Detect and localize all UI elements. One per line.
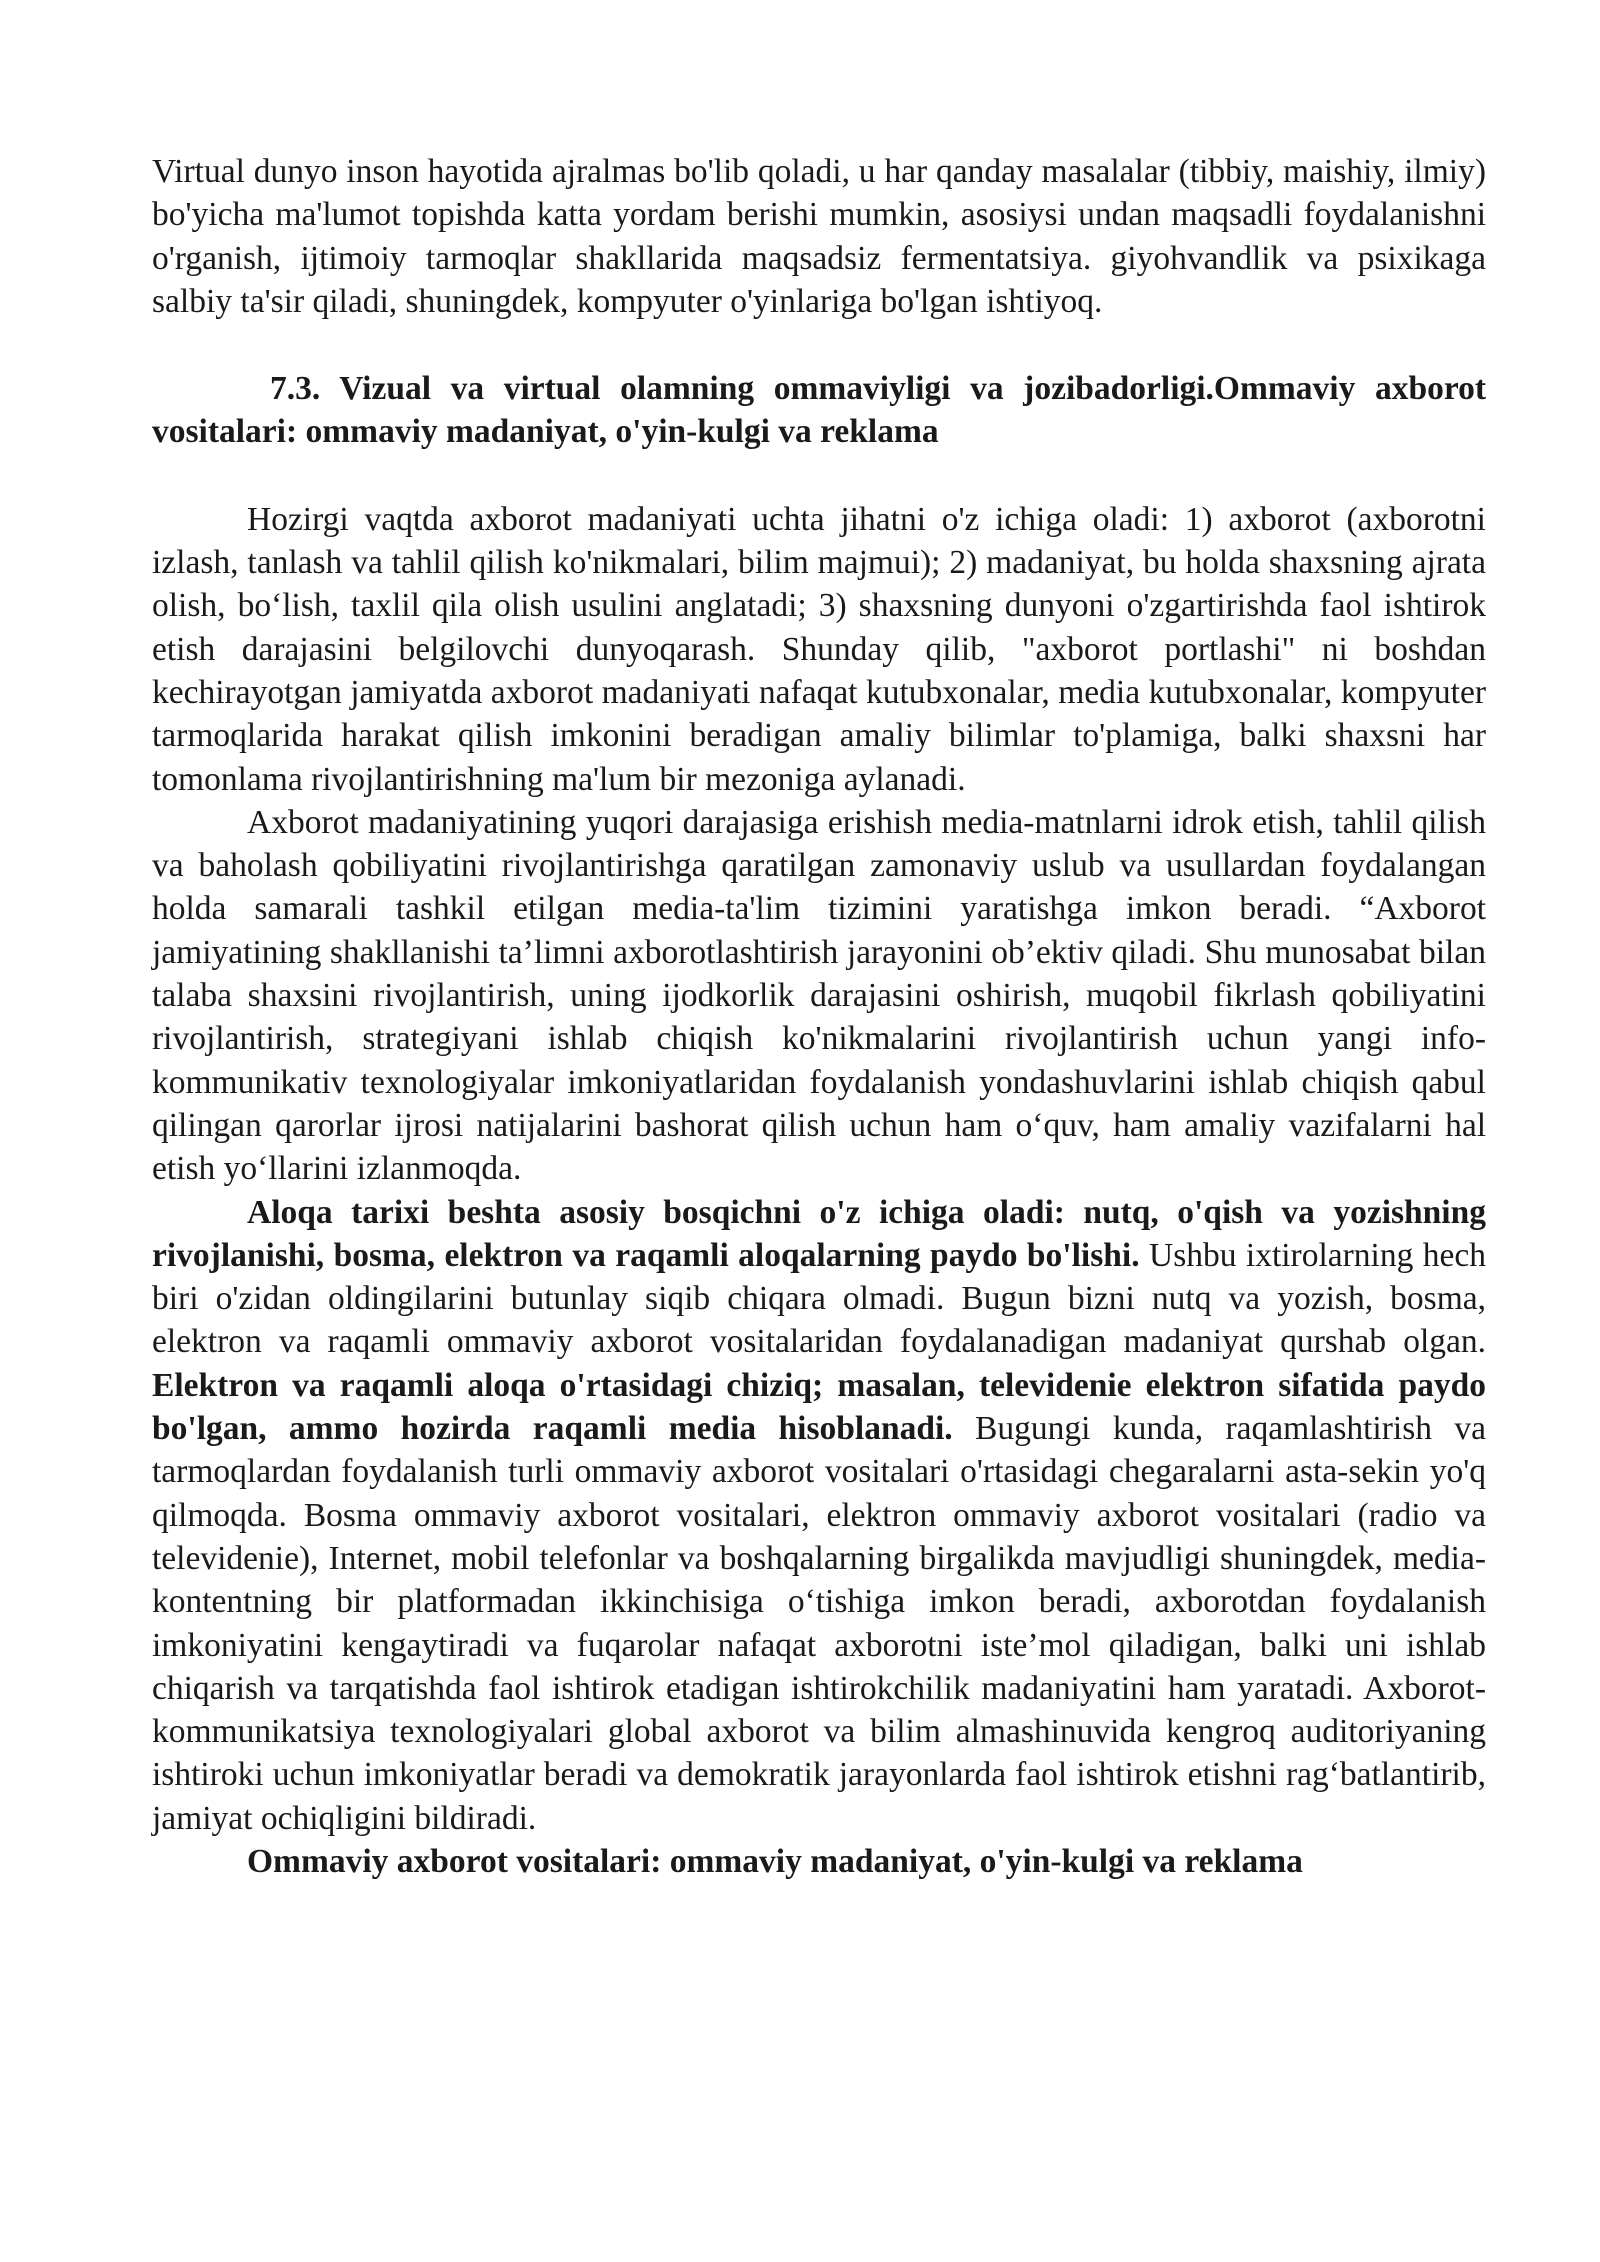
intro-paragraph: Virtual dunyo inson hayotida ajralmas bo'lib qoladi, u har qanday masalalar (tibbiy, maishiy, ilmiy) bo'yicha ma'lumot topishda katta yordam berishi mumkin, asosiysi undan maqsadli foydalanishni o'rganish, ijtimoiy tarmoqlar shakllarida maqsadsiz fermentatsiya. giyohvandlik va psixikaga salbiy ta'sir qiladi, shuningdek, kompyuter o'yinlariga bo'lgan ishtiyoq. [152, 153, 1486, 320]
document-page [152, 150, 1486, 1883]
paragraph-communication-history [152, 1191, 1486, 1840]
bold-communication-stages: Aloqa tarixi beshta asosiy bosqichni o'z ichiga oladi: nutq, o'qish va yozishning rivojlanishi, bosma, elektron va raqamli aloqalarning paydo bo'lishi. [152, 1193, 1486, 1274]
spacer [152, 454, 1486, 498]
paragraph-media-education: Axborot madaniyatining yuqori darajasiga erishish media-matnlarni idrok etish, tahlil qilish va baholash qobiliyatini rivojlantirishga qaratilgan zamonaviy uslub va usullardan foydalangan holda samarali tashkil etilgan media-ta'lim tizimini yaratishga imkon beradi. “Axborot jamiyatining shakllanishi ta’limni axborotlashtirish jarayonini ob’ektiv qiladi. Shu munosabat bilan talaba shaxsini rivojlantirish, uning ijodkorlik darajasini oshirish, muqobil fikrlash qobiliyatini rivojlantirish, strategiyani ishlab chiqish ko'nikmalarini rivojlantirish uchun yangi info-kommunikativ texnologiyalar imkoniyatlaridan foydalanish yondashuvlarini ishlab chiqish qabul qilingan qarorlar ijrosi natijalarini bashorat qilish uchun ham o‘quv, ham amaliy vazifalarni hal etish yo‘llarini izlanmoqda. [152, 803, 1486, 1188]
subsection-heading: Ommaviy axborot vositalari: ommaviy madaniyat, o'yin-kulgi va reklama [247, 1842, 1303, 1880]
bold-electronic-digital: Elektron va raqamli aloqa o'rtasidagi chiziq; masalan, televidenie elektron sifatida paydo bo'lgan, ammo hozirda raqamli media hisoblanadi. [152, 1366, 1486, 1448]
text-digitalization: Bugungi kunda, raqamlashtirish va tarmoqlardan foydalanish turli ommaviy axborot vositalari o'rtasidagi chegaralarni asta-sekin yo'q qilmoqda. Bosma ommaviy axborot vositalari, elektron ommaviy axborot vositalari (radio va televidenie), Internet, mobil telefonlar va boshqalarning birgalikda mavjudligi shuningdek, media-kontentning bir platformadan ikkinchisiga o‘tishiga imkon beradi, axborotdan foydalanish imkoniyatini kengaytiradi va fuqarolar nafaqat axborotni iste’mol qiladigan, balki uni ishlab chiqarish va tarqatishda faol ishtirok etadigan ishtirokchilik madaniyatini ham yaratadi. Axborot-kommunikatsiya texnologiyalari global axborot va bilim almashinuvida kengroq auditoriyaning ishtiroki uchun imkoniyatlar beradi va demokratik jarayonlarda faol ishtirok etishni rag‘batlantirib, jamiyat ochiqligini bildiradi. [152, 1410, 1486, 1837]
paragraph-information-culture: Hozirgi vaqtda axborot madaniyati uchta jihatni o'z ichiga oladi: 1) axborot (axborotni izlash, tanlash va tahlil qilish ko'nikmalari, bilim majmui); 2) madaniyat, bu holda shaxsning ajrata olish, bo‘lish, taxlil qila olish usulini anglatadi; 3) shaxsning dunyoni o'zgartirishda faol ishtirok etish darajasini belgilovchi dunyoqarash. Shunday qilib, "axborot portlashi" ni boshdan kechirayotgan jamiyatda axborot madaniyati nafaqat kutubxonalar, media kutubxonalar, kompyuter tarmoqlarida harakat qilish imkonini beradigan amaliy bilimlar to'plamiga, balki shaxsni har tomonlama rivojlantirishning ma'lum bir mezoniga aylanadi. [152, 500, 1486, 798]
section-heading: 7.3. Vizual va virtual olamning ommaviyligi va jozibadorligi.Ommaviy axborot vositalari: ommaviy madaniyat, o'yin-kulgi va reklama [152, 370, 1486, 451]
text-inventions: Ushbu ixtirolarning hech biri o'zidan oldingilarini butunlay siqib chiqara olmadi. Bugun bizni nutq va yozish, bosma, elektron va raqamli ommaviy axborot vositalaridan foydalanadigan madaniyat qurshab olgan. [152, 1236, 1487, 1361]
